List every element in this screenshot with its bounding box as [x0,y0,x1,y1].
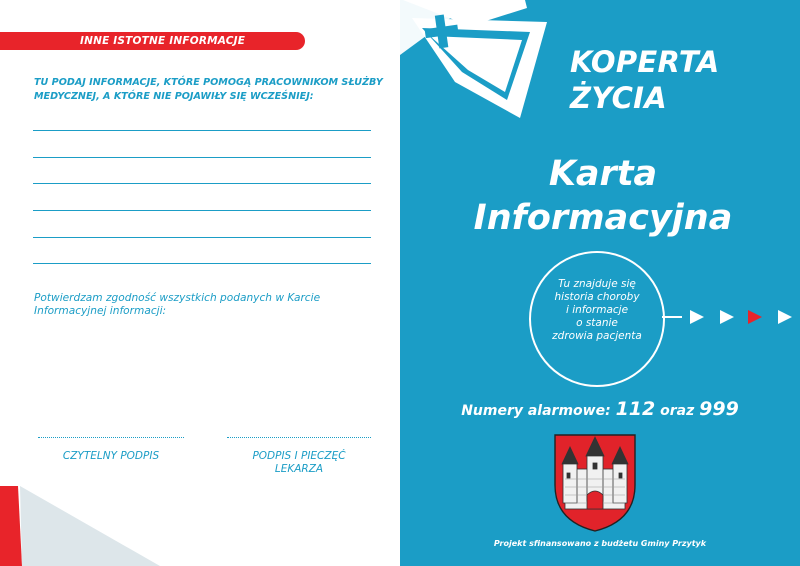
card-subtitle-line2: Informacyjna [473,198,733,238]
emergency-number-112: 112 [615,398,656,420]
signature-line-left[interactable] [38,437,184,438]
town-crest-icon [553,433,637,533]
writing-line[interactable] [33,263,371,264]
signature-label-right-line1: PODPIS I PIECZĘĆ [252,450,346,462]
circle-text-line: historia choroby [554,291,640,303]
emergency-numbers [400,398,800,420]
info-circle-text [537,278,657,343]
signature-label-right [222,450,376,476]
main-title-line2: ŻYCIA [570,81,668,115]
arrow-right-icon [690,310,704,324]
corner-decoration [0,480,400,566]
emergency-number-999: 999 [699,398,739,420]
corner-red-shape [0,486,22,566]
signature-label-right-line2: LEKARZA [274,463,324,475]
circle-text-line: o stanie [576,317,618,329]
circle-text-line: Tu znajduje się [558,278,636,290]
arrow-right-icon [778,310,792,324]
card-subtitle [468,152,738,240]
writing-line[interactable] [33,237,371,238]
arrow-sequence [662,305,798,329]
writing-line[interactable] [33,157,371,158]
signature-label-left: CZYTELNY PODPIS [62,450,160,462]
card-subtitle-line1: Karta [548,154,658,194]
confirmation-text: Potwierdzam zgodność wszystkich podanych w Karcie Informacyjnej informacji: [34,292,321,317]
writing-line[interactable] [33,183,371,184]
circle-text-line: i informacje [565,304,629,316]
signature-line-right[interactable] [227,437,371,438]
corner-grey-shape [20,486,160,566]
emergency-numbers-mid: oraz [660,403,695,419]
emergency-numbers-prefix: Numery alarmowe: [461,403,611,419]
main-title-line1: KOPERTA [570,45,720,79]
funding-footer: Projekt sfinansowano z budżetu Gminy Przytyk [493,539,707,548]
main-title [570,44,719,116]
arrow-right-icon [720,310,734,324]
arrow-right-icon [748,310,762,324]
writing-line[interactable] [33,130,371,131]
info-prompt: TU PODAJ INFORMACJE, KTÓRE POMOGĄ PRACOWNIKOM SŁUŻBY MEDYCZNEJ, A KTÓRE NIE POJAWIŁY SIĘ WCZEŚNIEJ: [34,77,383,102]
circle-text-line: zdrowia pacjenta [552,330,642,342]
section-header-label: INNE ISTOTNE INFORMACJE [80,35,246,47]
writing-line[interactable] [33,210,371,211]
